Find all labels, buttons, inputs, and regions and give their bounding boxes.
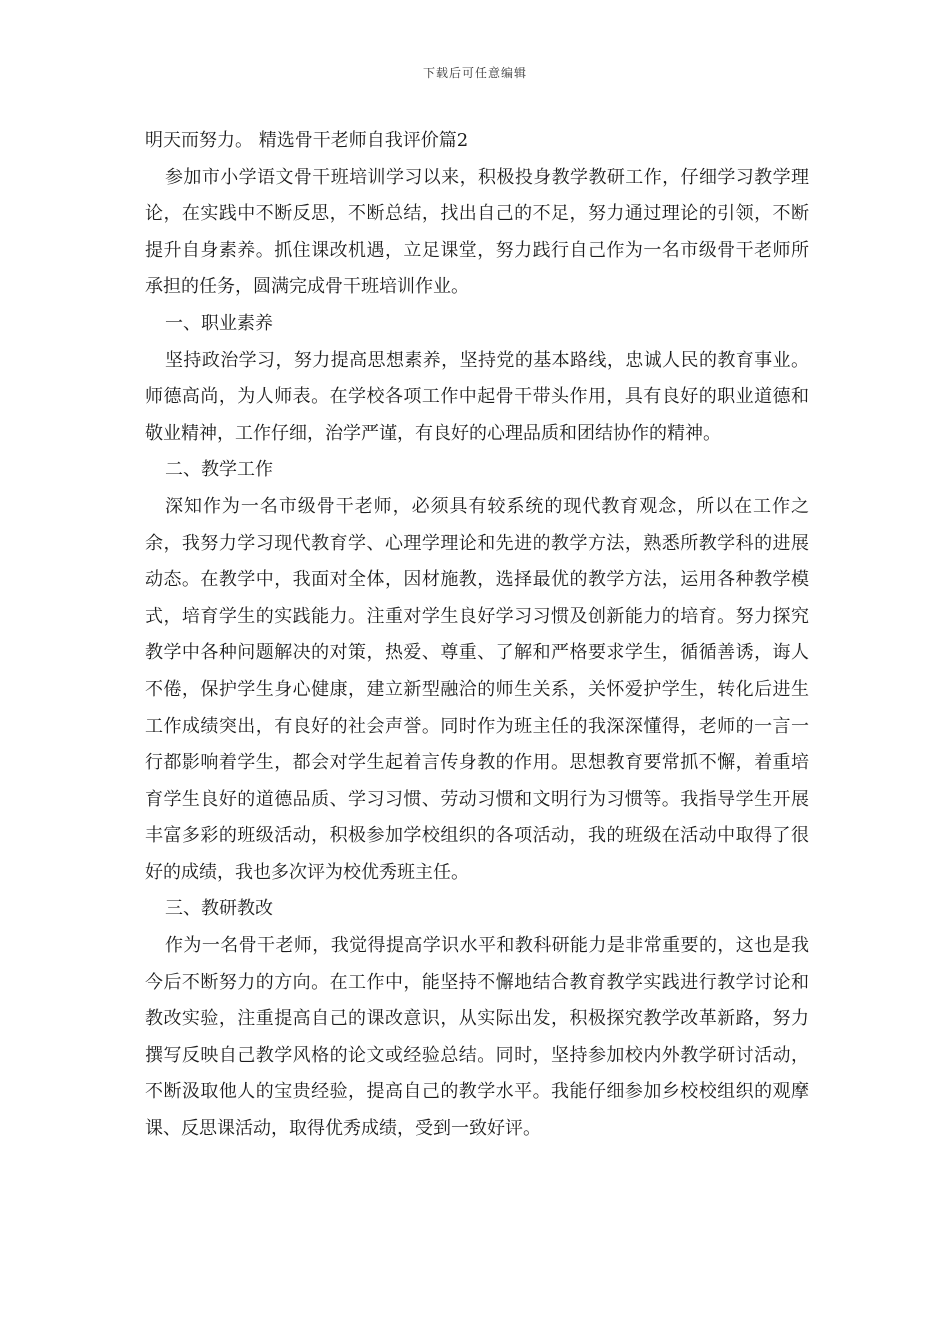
section-heading-professionalism: 一、职业素养 <box>165 312 273 334</box>
section-heading-teaching: 二、教学工作 <box>165 459 273 481</box>
research-paragraph: 作为一名骨干老师，我觉得提高学识水平和教科研能力是非常重要的，这也是我今后不断努力的方向。在工作中，能坚持不懈地结合教育教学实践进行教学讨论和教改实验，注重提高自己的课改意识，从实际出发，积极探究教学改革新路，努力撰写反映自己教学风格的论文或经验总结。同时，坚持参加校内外教学研讨活动，不断汲取他人的宝贵经验，提高自己的教学水平。我能仔细参加乡校校组织的观摩课、反思课活动，取得优秀成绩，受到一致好评。 <box>145 935 809 1140</box>
document-body <box>145 123 809 1148</box>
intro-line: 明天而努力。 精选骨干老师自我评价篇2 <box>145 130 469 151</box>
section-heading-research: 三、教研教改 <box>165 898 273 920</box>
professionalism-paragraph: 坚持政治学习，努力提高思想素养，坚持党的基本路线，忠诚人民的教育事业。师德高尚，为人师表。在学校各项工作中起骨干带头作用，具有良好的职业道德和敬业精神，工作仔细，治学严谨，有良好的心理品质和团结协作的精神。 <box>145 349 809 444</box>
page-header-note: 下载后可任意编辑 <box>422 66 527 80</box>
opening-paragraph: 参加市小学语文骨干班培训学习以来，积极投身教学教研工作，仔细学习教学理论，在实践中不断反思，不断总结，找出自己的不足，努力通过理论的引领，不断提升自身素养。抓住课改机遇，立足课堂，努力践行自己作为一名市级骨干老师所承担的任务，圆满完成骨干班培训作业。 <box>145 166 809 298</box>
teaching-paragraph: 深知作为一名市级骨干老师，必须具有较系统的现代教育观念，所以在工作之余，我努力学习现代教育学、心理学理论和先进的教学方法，熟悉所教学科的进展动态。在教学中，我面对全体，因材施教，选择最优的教学方法，运用各种教学模式，培育学生的实践能力。注重对学生良好学习习惯及创新能力的培育。努力探究教学中各种问题解决的对策，热爱、尊重、了解和严格要求学生，循循善诱，诲人不倦，保护学生身心健康，建立新型融洽的师生关系，关怀爱护学生，转化后进生工作成绩突出，有良好的社会声誉。同时作为班主任的我深深懂得，老师的一言一行都影响着学生，都会对学生起着言传身教的作用。思想教育要常抓不懈，着重培育学生良好的道德品质、学习习惯、劳动习惯和文明行为习惯等。我指导学生开展丰富多彩的班级活动，积极参加学校组织的各项活动，我的班级在活动中取得了很好的成绩，我也多次评为校优秀班主任。 <box>145 495 809 883</box>
